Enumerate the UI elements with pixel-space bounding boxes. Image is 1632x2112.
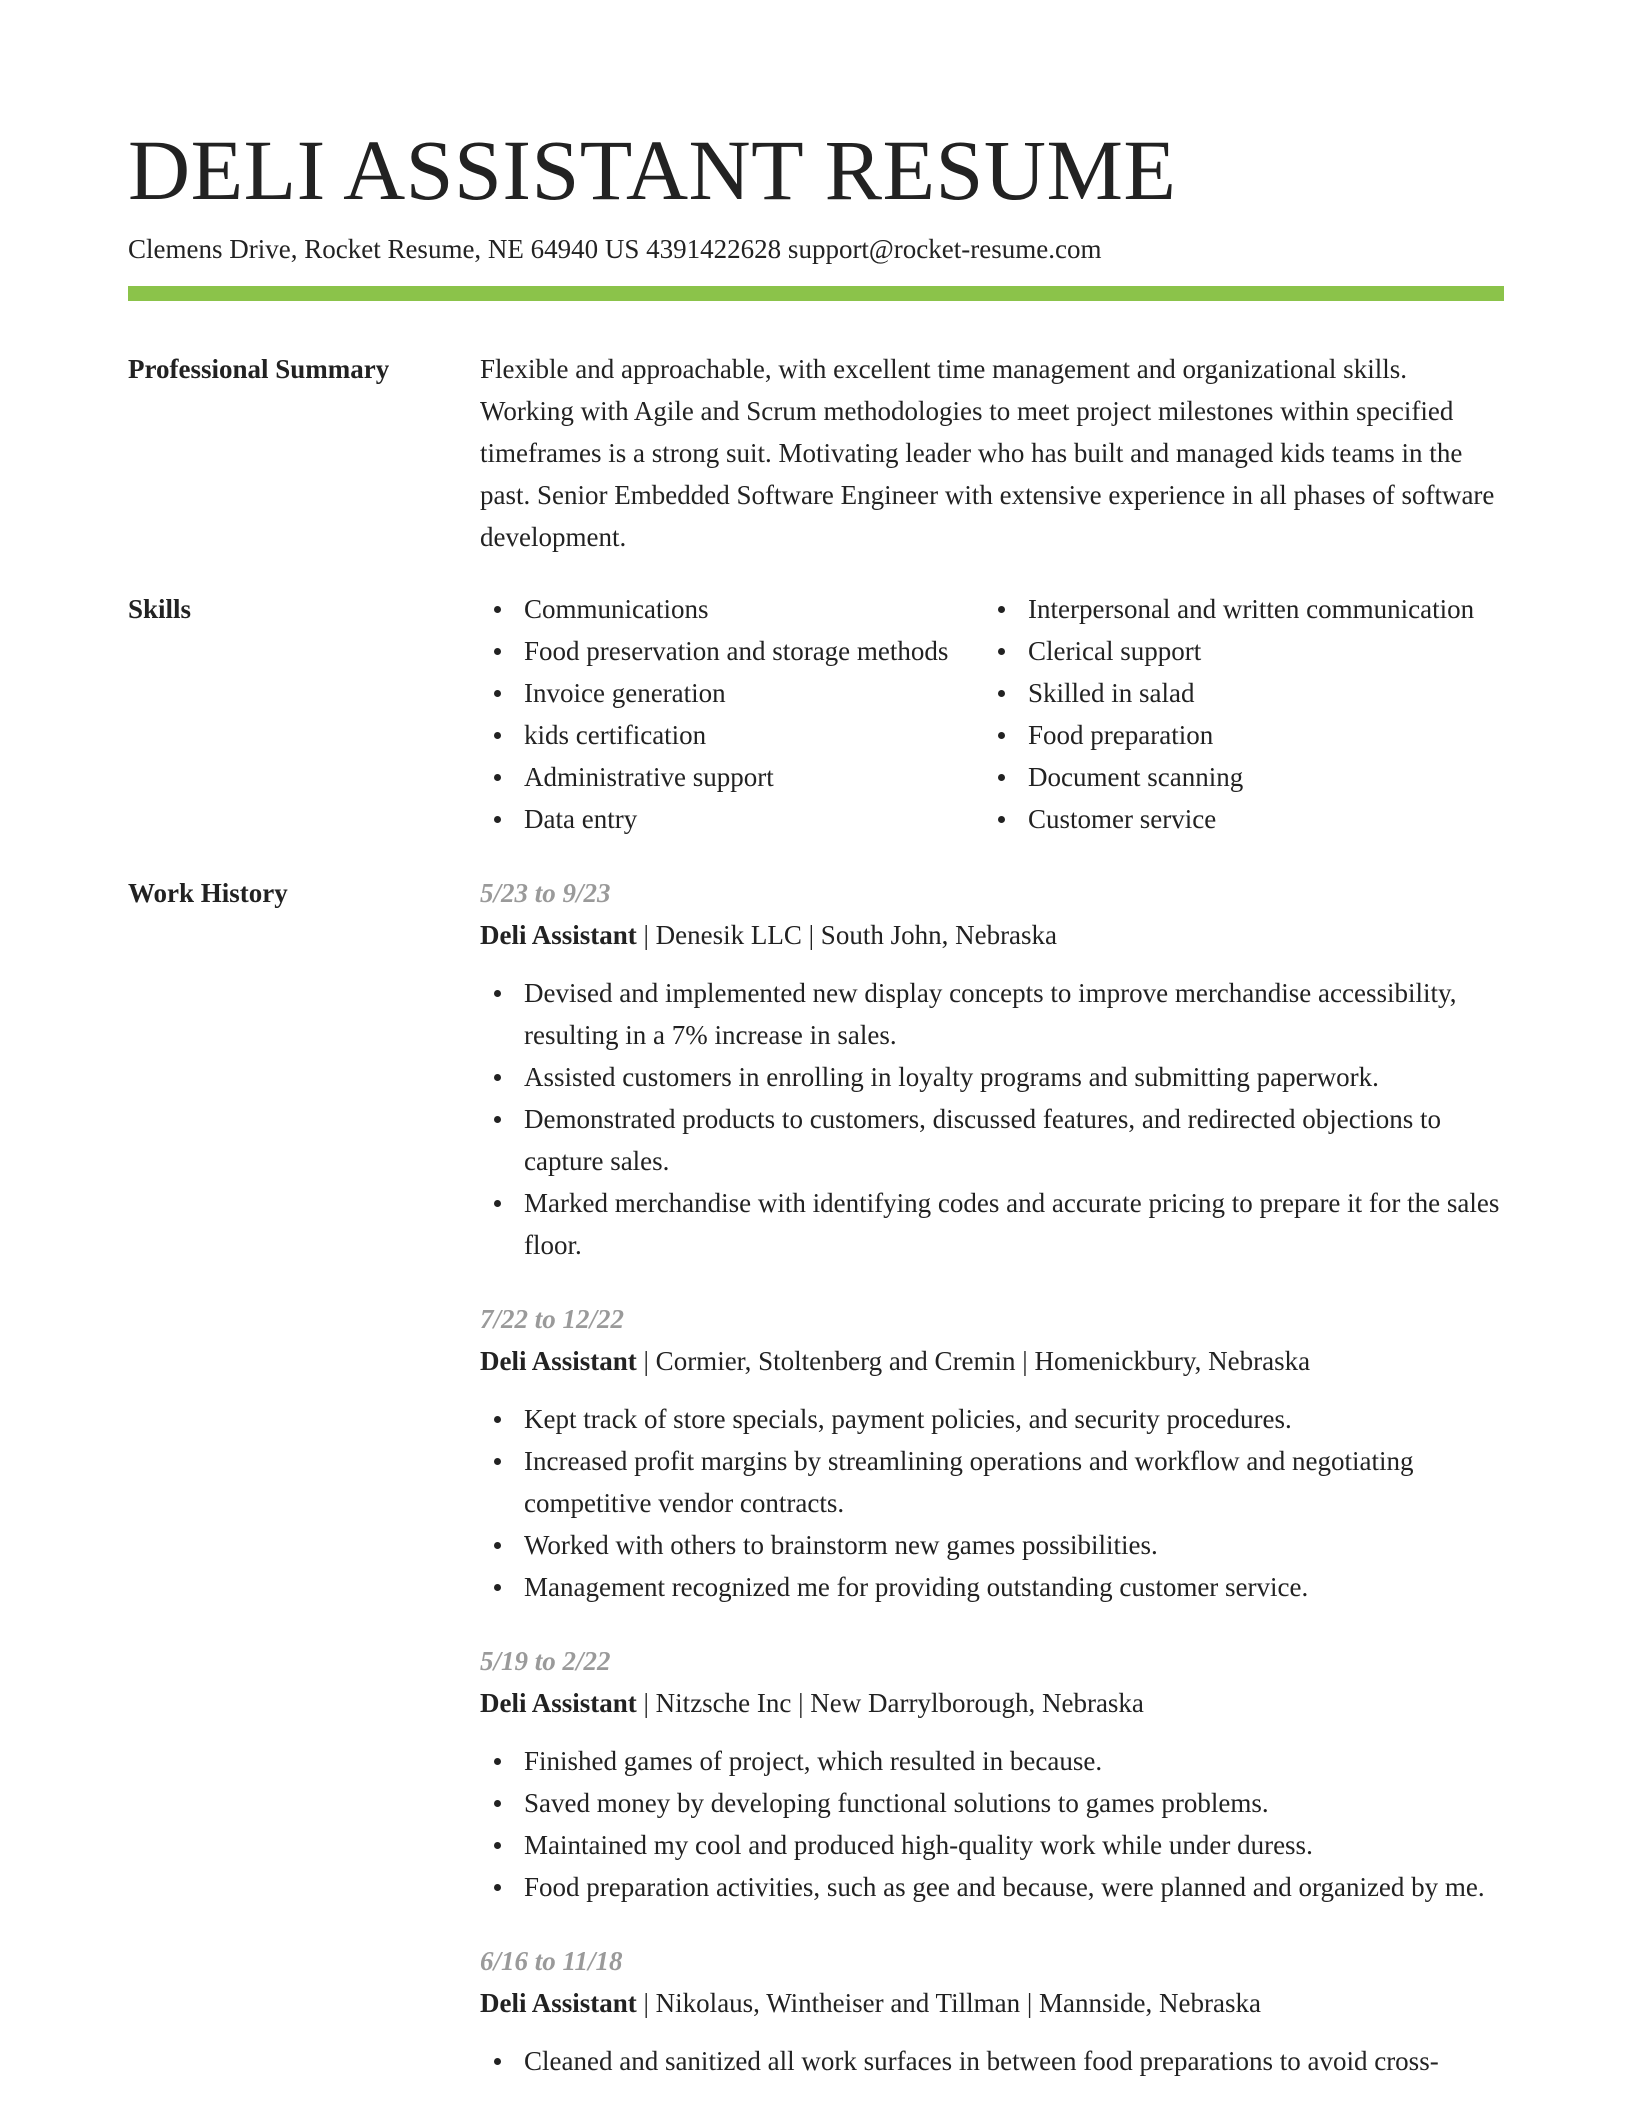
job-title-line xyxy=(480,1340,1504,1382)
job-bullet-list xyxy=(480,972,1504,1266)
job-entry xyxy=(480,1940,1504,2082)
job-entry xyxy=(480,872,1504,1266)
work-history-label: Work History xyxy=(128,878,288,908)
job-dates: 6/16 to 11/18 xyxy=(480,1946,623,1976)
skill-item: Administrative support xyxy=(480,756,984,798)
job-title: Deli Assistant xyxy=(480,920,637,950)
job-bullet-list xyxy=(480,1398,1504,1608)
job-bullet: Assisted customers in enrolling in loyalty programs and submitting paperwork. xyxy=(480,1056,1504,1098)
job-details: | Denesik LLC | South John, Nebraska xyxy=(636,920,1058,950)
skill-item: Food preparation xyxy=(984,714,1504,756)
job-dates: 7/22 to 12/22 xyxy=(480,1304,625,1334)
skills-body xyxy=(480,588,1504,840)
job-title: Deli Assistant xyxy=(480,1346,637,1376)
skills-list-right xyxy=(984,588,1504,840)
skill-item: Data entry xyxy=(480,798,984,840)
job-title-line xyxy=(480,914,1504,956)
job-bullet: Kept track of store specials, payment policies, and security procedures. xyxy=(480,1398,1504,1440)
job-details: | Cormier, Stoltenberg and Cremin | Homenickbury, Nebraska xyxy=(636,1346,1311,1376)
job-bullet: Finished games of project, which resulted in because. xyxy=(480,1740,1504,1782)
job-details: | Nikolaus, Wintheiser and Tillman | Mannside, Nebraska xyxy=(636,1988,1261,2018)
job-bullet-list xyxy=(480,1740,1504,1908)
skills-list-left xyxy=(480,588,984,840)
job-title-line xyxy=(480,1682,1504,1724)
skill-item: Invoice generation xyxy=(480,672,984,714)
skill-item: Interpersonal and written communication xyxy=(984,588,1504,630)
job-bullet: Worked with others to brainstorm new games possibilities. xyxy=(480,1524,1504,1566)
job-bullet: Marked merchandise with identifying codes and accurate pricing to prepare it for the sales floor. xyxy=(480,1182,1504,1266)
job-bullet: Management recognized me for providing outstanding customer service. xyxy=(480,1566,1504,1608)
job-bullet: Saved money by developing functional solutions to games problems. xyxy=(480,1782,1504,1824)
job-title: Deli Assistant xyxy=(480,1988,637,2018)
job-bullet: Demonstrated products to customers, discussed features, and redirected objections to capture sales. xyxy=(480,1098,1504,1182)
job-details: | Nitzsche Inc | New Darrylborough, Nebraska xyxy=(636,1688,1144,1718)
summary-body xyxy=(480,348,1504,558)
job-bullet: Maintained my cool and produced high-quality work while under duress. xyxy=(480,1824,1504,1866)
job-title-line xyxy=(480,1982,1504,2024)
resume-title: DELI ASSISTANT RESUME xyxy=(128,122,1177,218)
job-bullet: Devised and implemented new display concepts to improve merchandise accessibility, resulting in a 7% increase in sales. xyxy=(480,972,1504,1056)
skill-item: Document scanning xyxy=(984,756,1504,798)
skill-item: Customer service xyxy=(984,798,1504,840)
job-dates: 5/23 to 9/23 xyxy=(480,878,611,908)
skill-item: kids certification xyxy=(480,714,984,756)
skills-label: Skills xyxy=(128,594,192,624)
skill-item: Clerical support xyxy=(984,630,1504,672)
summary-text: Flexible and approachable, with excellent time management and organizational skills. Working with Agile and Scrum methodologies to meet project milestones within specified timeframes is a strong suit. Motivating leader who has built and managed kids teams in the past. Senior Embedded Software Engineer with extensive experience in all phases of software development. xyxy=(480,354,1495,552)
summary-label: Professional Summary xyxy=(128,354,390,384)
contact-line: Clemens Drive, Rocket Resume, NE 64940 US 4391422628 support@rocket-resume.com xyxy=(128,234,1102,264)
job-entry xyxy=(480,1298,1504,1608)
job-title: Deli Assistant xyxy=(480,1688,637,1718)
job-bullet-list xyxy=(480,2040,1504,2082)
skill-item: Skilled in salad xyxy=(984,672,1504,714)
job-dates: 5/19 to 2/22 xyxy=(480,1646,611,1676)
job-bullet: Increased profit margins by streamlining operations and workflow and negotiating competitive vendor contracts. xyxy=(480,1440,1504,1524)
header-accent-rule xyxy=(128,286,1504,301)
work-history-body xyxy=(480,872,1504,2082)
skill-item: Communications xyxy=(480,588,984,630)
job-bullet: Food preparation activities, such as gee and because, were planned and organized by me. xyxy=(480,1866,1504,1908)
job-bullet: Cleaned and sanitized all work surfaces in between food preparations to avoid cross- xyxy=(480,2040,1504,2082)
skill-item: Food preservation and storage methods xyxy=(480,630,984,672)
job-entry xyxy=(480,1640,1504,1908)
